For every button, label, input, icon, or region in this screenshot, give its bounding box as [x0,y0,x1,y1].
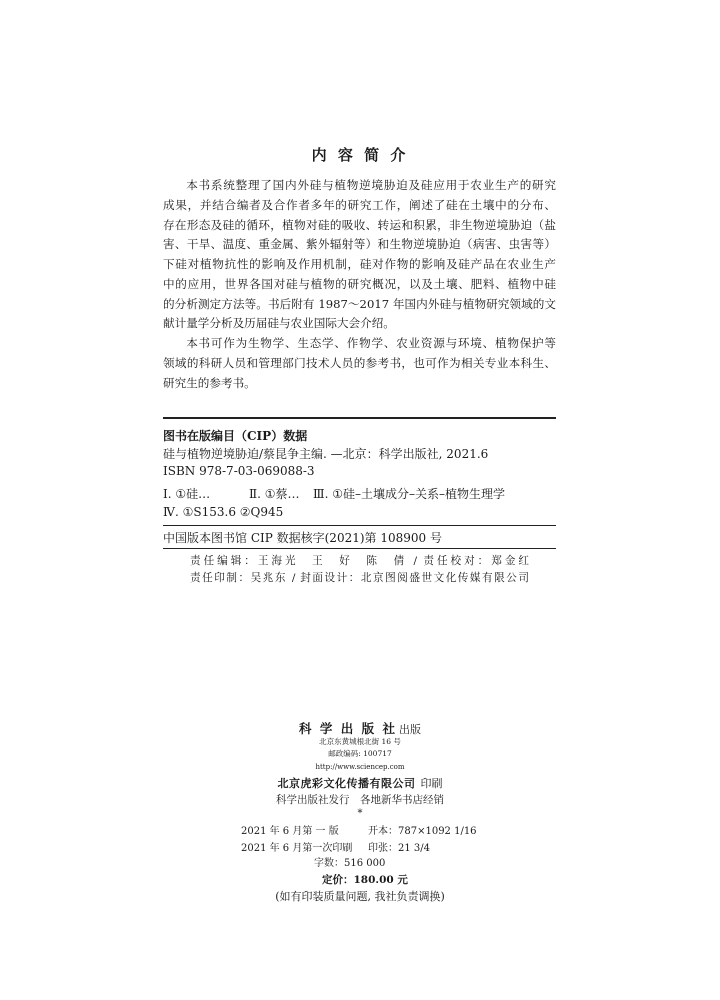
cip-bottom-rule [163,548,556,549]
printed-sheets: 印张：21 3/4 [368,843,430,854]
publisher-website: http://www.sciencep.com [315,763,405,771]
printing-date: 2021 年 6 月第一次印刷 [241,843,353,854]
production-credits: 责任印制：吴兆东 / 封面设计：北京图阅盛世文化传媒有限公司 [190,572,529,584]
cip-classification-line [163,486,556,502]
summary-body [163,176,556,393]
word-count: 字数：516 000 [314,858,386,869]
quality-notice: (如有印装质量问题, 我社负责调换) [275,890,445,903]
summary-line: 的分析测定方法等。书后附有 1987～2017 年国内外硅与植物研究领域的文 [163,296,556,311]
classification-item: Ⅰ. ①硅… [163,487,211,501]
publisher-line [0,720,720,738]
summary-line: 害、干旱、温度、重金属、紫外辐射等）和生物逆境胁迫（病害、虫害等） [163,237,556,252]
edition-date: 2021 年 6 月第 一 版 [241,826,339,837]
printer-name: 北京虎彩文化传播有限公司 [277,777,416,790]
cip-top-rule [163,417,556,419]
summary-title: 内 容 简 介 [311,146,409,164]
editor-credits: 责任编辑：王海光 王 好 陈 倩 / 责任校对：郑金红 [190,555,529,567]
summary-line: 下硅对植物抗性的影响及作用机制，硅对作物的影响及硅产品在农业生产 [163,257,556,271]
publisher-name: 科 学 出 版 社 [299,721,397,736]
summary-line: 本书可作为生物学、生态学、作物学、农业资源与环境、植物保护等 [186,336,556,350]
classification-item: Ⅲ. ①硅–土壤成分–关系–植物生理学 [313,487,505,501]
publisher-postcode: 邮政编码: 100717 [328,749,392,758]
cip-middle-rule [163,525,556,526]
printer-line [0,775,720,791]
price: 定价：180.00 元 [322,874,408,886]
distribution-line: 科学出版社发行 各地新华书店经销 [276,794,444,806]
summary-line: 本书系统整理了国内外硅与植物逆境胁迫及硅应用于农业生产的研究 [186,178,556,192]
book-format: 开本：787×1092 1/16 [368,826,477,837]
summary-line: 领域的科研人员和管理部门技术人员的参考书，也可作为相关专业本科生、 [163,355,556,370]
cip-title-line: 硅与植物逆境胁迫/蔡昆争主编. —北京：科学出版社, 2021.6 [163,447,489,461]
summary-line: 存在形态及硅的循环，植物对硅的吸收、转运和积累，非生物逆境胁迫（盐 [163,217,556,232]
summary-line: 成果，并结合编者及合作者多年的研究工作，阐述了硅在土壤中的分布、 [163,197,556,212]
cip-classification-line: Ⅳ. ①S153.6 ②Q945 [163,505,284,519]
separator-star: * [357,808,363,819]
publisher-address: 北京东黄城根北街 16 号 [319,737,401,746]
cip-heading: 图书在版编目（CIP）数据 [163,429,308,443]
cip-isbn: ISBN 978-7-03-069088-3 [163,464,315,478]
summary-line: 研究生的参考书。 [163,375,256,390]
summary-line: 献计量学分析及历届硅与农业国际大会介绍。 [163,316,395,331]
printer-action: 印刷 [420,777,443,790]
summary-line: 中的应用，世界各国对硅与植物的研究概况，以及土壤、肥料、植物中硅 [163,276,556,291]
publisher-action: 出版 [398,723,421,736]
classification-item: Ⅱ. ①蔡… [249,487,300,501]
cip-record-number: 中国版本图书馆 CIP 数据核字(2021)第 108900 号 [163,531,442,545]
